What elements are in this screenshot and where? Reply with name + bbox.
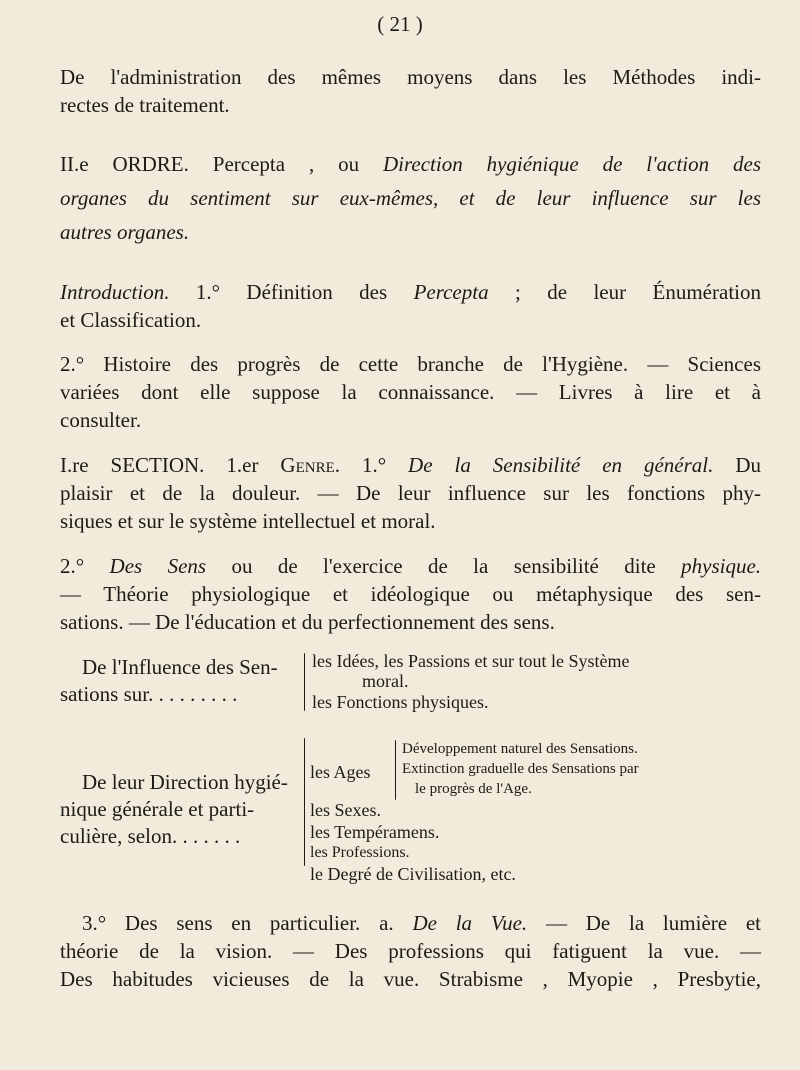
ordre-title-1: Direction hygiénique de l'action des bbox=[382, 152, 762, 176]
introduction-p2a: 2.° Histoire des progrès de cette branche de l'Hygiène. — Sciences bbox=[60, 352, 761, 376]
introduction-percepta: Percepta bbox=[413, 280, 489, 304]
direction-brace bbox=[304, 738, 305, 866]
direction-left-1: De leur Direction hygié- bbox=[82, 770, 288, 794]
ages-line-2: Extinction graduelle des Sensations par bbox=[402, 761, 639, 777]
sens-line-2: — Théorie physiologique et idéologique ou métaphysique des sen- bbox=[60, 582, 761, 606]
section-line-2: plaisir et de la douleur. — De leur influence sur les fonctions phy- bbox=[60, 481, 761, 505]
intro-line-1: De l'administration des mêmes moyens dans les Méthodes indi- bbox=[60, 65, 761, 89]
section-title: De la Sensibilité en général. bbox=[408, 453, 714, 477]
sens-line-1 bbox=[60, 553, 761, 579]
ordre-title-2: organes du sentiment sur eux-mêmes, et de leur influence sur les bbox=[60, 186, 761, 210]
sens-particulier-b: — De la lumière et bbox=[545, 911, 762, 935]
sens-particulier-line-3: Des habitudes vicieuses de la vue. Strabisme , Myopie , Presbytie, bbox=[60, 967, 761, 991]
ordre-number: II.e ORDRE. bbox=[60, 152, 189, 176]
direction-degre: le Degré de Civilisation, etc. bbox=[310, 864, 516, 884]
sens-particulier-line-2: théorie de la vision. — Des professions qui fatiguent la vue. — bbox=[60, 939, 761, 963]
introduction-label: Introduction. bbox=[60, 280, 170, 304]
introduction-p2b: variées dont elle suppose la connaissance. — Livres à lire et à bbox=[60, 380, 761, 404]
sens-particulier-a: 3.° Des sens en particulier. a. bbox=[82, 911, 394, 935]
direction-left-3: culière, selon. . . . . . . bbox=[60, 824, 241, 848]
section-line-3: siques et sur le système intellectuel et moral. bbox=[60, 509, 436, 533]
sens-num: 2.° bbox=[60, 554, 85, 578]
sens-particulier-vue: De la Vue. bbox=[412, 911, 528, 935]
sens-physique: physique. bbox=[681, 554, 762, 578]
ordre-title-line-3 bbox=[60, 219, 189, 245]
influence-right-3: les Fonctions physiques. bbox=[312, 692, 489, 712]
ages-line-1: Développement naturel des Sensations. bbox=[402, 741, 638, 757]
introduction-p2c: consulter. bbox=[60, 408, 142, 432]
direction-temperamens: les Tempéramens. bbox=[310, 822, 440, 842]
introduction-p1c: et Classification. bbox=[60, 308, 202, 332]
direction-left-2: nique générale et parti- bbox=[60, 797, 255, 821]
ordre-heading bbox=[60, 151, 761, 177]
page-number: ( 21 ) bbox=[377, 12, 423, 36]
ages-brace bbox=[395, 740, 396, 800]
introduction-p1a: 1.° Définition des bbox=[195, 280, 388, 304]
direction-sexes: les Sexes. bbox=[310, 800, 381, 820]
direction-ages: les Ages bbox=[310, 762, 371, 782]
sens-line-1b: ou de l'exercice de la sensibilité dite bbox=[231, 554, 656, 578]
sens-title: Des Sens bbox=[109, 554, 207, 578]
influence-right-2: moral. bbox=[362, 671, 409, 691]
sens-line-3: sations. — De l'éducation et du perfectionnement des sens. bbox=[60, 610, 555, 634]
ordre-ou: ou bbox=[338, 152, 360, 176]
influence-left-1: De l'Influence des Sen- bbox=[82, 655, 278, 679]
direction-professions: les Professions. bbox=[310, 844, 410, 861]
section-num: 1.° bbox=[361, 453, 387, 477]
influence-left-2: sations sur. . . . . . . . . bbox=[60, 682, 238, 706]
section-rest: Du bbox=[735, 453, 762, 477]
ordre-percepta: Percepta , bbox=[212, 152, 315, 176]
ages-line-3: le progrès de l'Age. bbox=[415, 781, 532, 797]
intro-line-2: rectes de traitement. bbox=[60, 93, 230, 117]
ordre-title-line-2 bbox=[60, 185, 761, 211]
introduction-line-1 bbox=[60, 279, 761, 305]
influence-right-1: les Idées, les Passions et sur tout le Système bbox=[312, 651, 630, 671]
section-heading bbox=[60, 452, 761, 478]
ordre-title-3: autres organes. bbox=[60, 220, 190, 244]
sens-particulier-line-1 bbox=[82, 910, 761, 936]
influence-brace bbox=[304, 653, 305, 711]
section-label: I.re SECTION. 1.er bbox=[60, 453, 259, 477]
section-genre: Genre. bbox=[280, 453, 340, 477]
introduction-p1b: ; de leur Énumération bbox=[515, 280, 761, 304]
